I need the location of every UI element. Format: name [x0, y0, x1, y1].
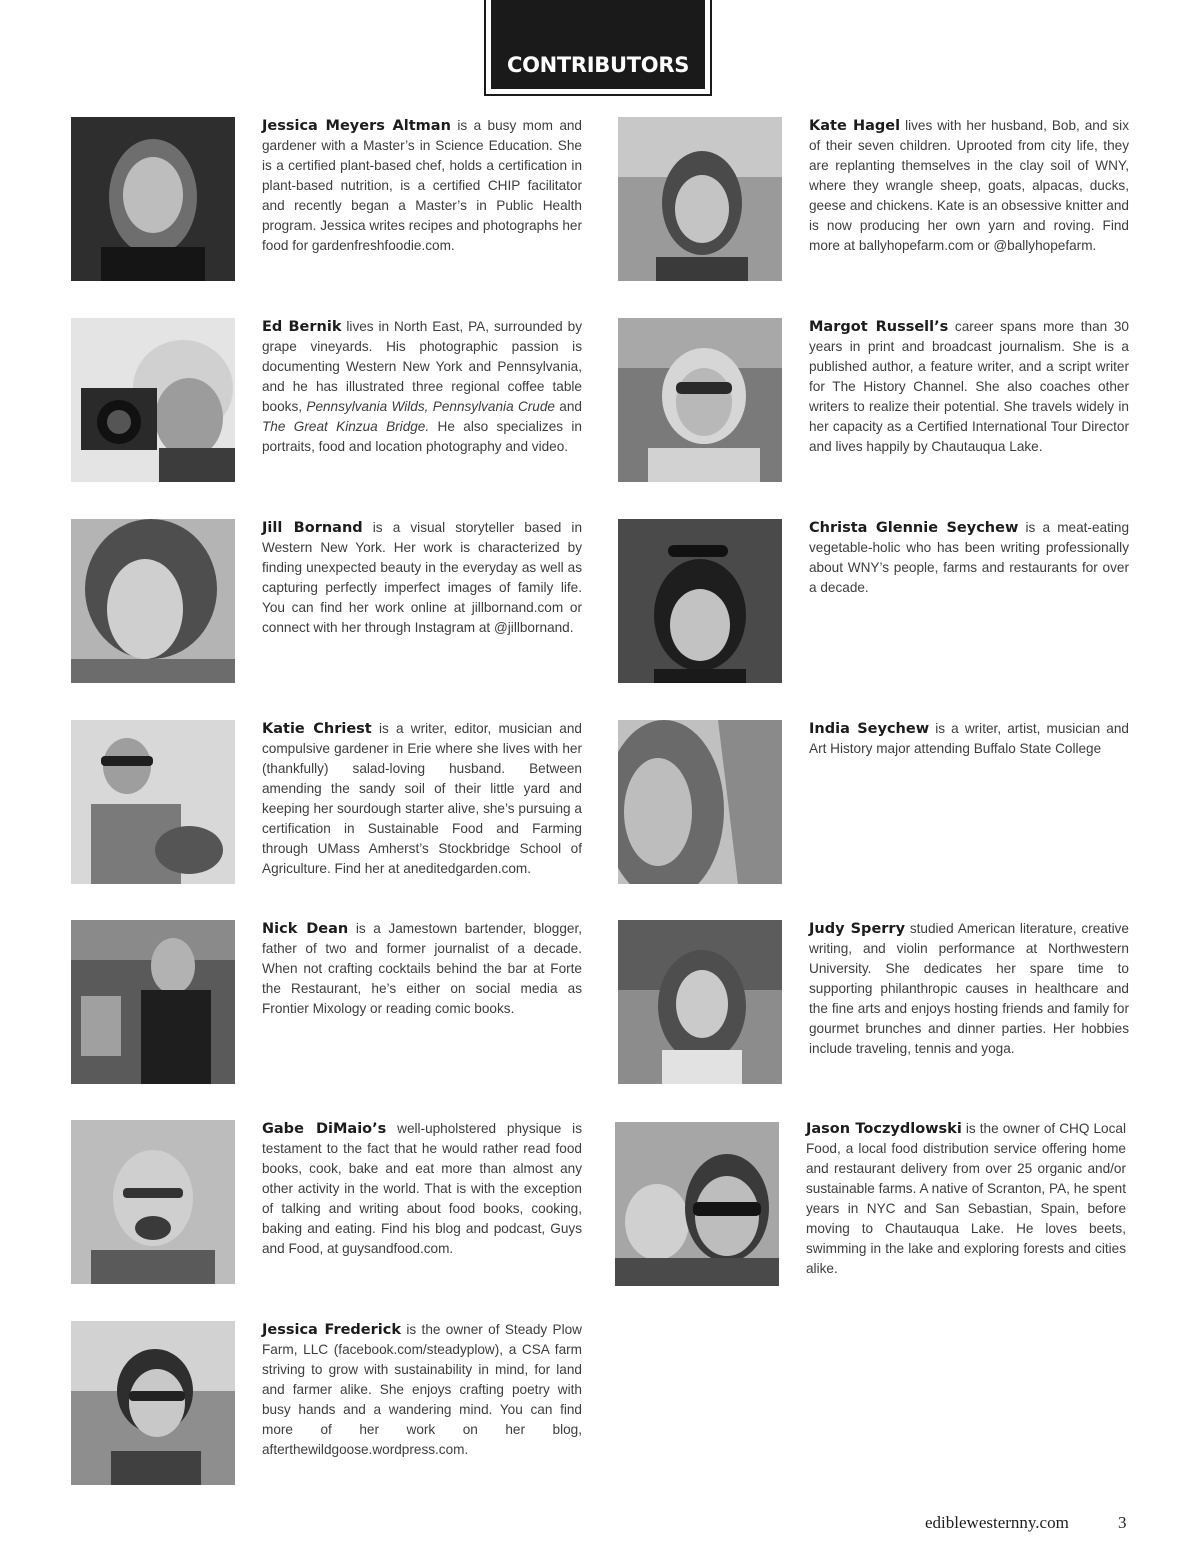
contributor-name: Jill Bornand [262, 520, 363, 536]
contributor-name: Jessica Frederick [262, 1322, 402, 1338]
contributor-bio: Margot Russell’s career spans more than 30 years in print and broadcast journalism. She is a published author, a feature writer, and a script writer for The History Channel. She also coaches other writers to realize their potential. She travels widely in her capacity as a Certified International Tour Director and lives happily by Chautauqua Lake. [809, 319, 1129, 454]
contributor-photo [71, 117, 235, 281]
contributor-name: Judy Sperry [809, 921, 906, 937]
contributor-photo [615, 1122, 779, 1286]
section-header-box [484, 0, 712, 96]
contributor-name: India Seychew [809, 721, 930, 737]
contributor-bio: India Seychew is a writer, artist, musician and Art History major attending Buffalo State College [809, 721, 1129, 756]
contributor-bio: Jason Toczydlowski is the owner of CHQ Local Food, a local food distribution service offering home and restaurant delivery from over 25 organic and/or sustainable farms. A native of Scranton, PA, he spent years in NYC and San Sebastian, Spain, before moving to Chautauqua Lake. He loves beets, swimming in the lake and exploring forests and cities alike. [806, 1121, 1126, 1276]
contributor-photo [71, 1321, 235, 1485]
contributor-name: Margot Russell’s [809, 319, 949, 335]
contributor-photo [71, 519, 235, 683]
contributor-name: Jessica Meyers Altman [262, 118, 451, 134]
contributor-photo [71, 720, 235, 884]
contributor-bio: Jill Bornand is a visual storyteller based in Western New York. Her work is characterized by finding unexpected beauty in the everyday as well as capturing perfectly imperfect images of family life. You can find her work online at jillbornand.com or connect with her through Instagram at @jillbornand. [262, 520, 582, 635]
contributor-bio: Nick Dean is a Jamestown bartender, blogger, father of two and former journalist of a decade. When not crafting cocktails behind the bar at Forte the Restaurant, he’s either on social media as Frontier Mixology or reading comic books. [262, 921, 583, 1016]
contributor-photo [71, 920, 235, 1084]
contributor-name: Kate Hagel [809, 118, 901, 134]
contributor-bio: Kate Hagel lives with her husband, Bob, and six of their seven children. Uprooted from city life, they are replanting themselves in the clay soil of WNY, where they wrangle sheep, goats, alpacas, ducks, geese and chickens. Kate is an obsessive knitter and is now producing her own yarn and roving. Find more at ballyhopefarm.com or @ballyhopefarm. [809, 118, 1129, 253]
contributor-photo [618, 720, 782, 884]
contributor-photo [71, 318, 235, 482]
contributor-name: Jason Toczydlowski [806, 1121, 962, 1137]
contributor-bio: Gabe DiMaio’s well-upholstered physique is testament to the fact that he would rather read food books, cook, bake and eat more than almost any other activity in the world. That is with the exception of talking and writing about food books, cooking, baking and eating. Find his blog and podcast, Guys and Food, at guysandfood.com. [262, 1121, 582, 1256]
contributor-bio: Ed Bernik lives in North East, PA, surrounded by grape vineyards. His photographic passion is documenting Western New York and Pennsylvania, and he has illustrated three regional coffee table books, Pennsylvania Wilds, Pennsylvania Crude and The Great Kinzua Bridge. He also specializes in portraits, food and location photography and video. [262, 319, 582, 454]
contributor-photo [618, 920, 782, 1084]
footer-website: ediblewesternny.com [925, 1513, 1069, 1532]
contributor-photo [618, 318, 782, 482]
contributor-bio: Christa Glennie Seychew is a meat-eating vegetable-holic who has been writing professionally about WNY’s people, farms and restaurants for over a decade. [809, 520, 1129, 595]
contributor-photo [618, 117, 782, 281]
section-title: CONTRIBUTORS [491, 0, 705, 89]
contributor-bio: Katie Chriest is a writer, editor, musician and compulsive gardener in Erie where she lives with her (thankfully) salad-loving husband. Between amending the sandy soil of their little yard and keeping her sourdough starter alive, she’s pursuing a certification in Sustainable Food and Farming through UMass Amherst’s Stockbridge School of Agriculture. Find her at aneditedgarden.com. [262, 721, 582, 876]
contributor-name: Ed Bernik [262, 319, 342, 335]
contributor-name: Gabe DiMaio’s [262, 1121, 387, 1137]
contributor-photo [618, 519, 782, 683]
contributor-bio: Jessica Frederick is the owner of Steady Plow Farm, LLC (facebook.com/steadyplow), a CSA farm striving to grow with sustainability in mind, for land and farmer alike. She enjoys crafting poetry with busy hands and a wandering mind. You can find more of her work on her blog, afterthewildgoose.wordpress.com. [262, 1322, 582, 1457]
contributor-bio: Judy Sperry studied American literature, creative writing, and violin performance at Northwestern University. She dedicates her spare time to supporting philanthropic causes in healthcare and the fine arts and enjoys hosting friends and family for gourmet brunches and dinner parties. Her hobbies include traveling, tennis and yoga. [809, 921, 1129, 1056]
contributor-bio: Jessica Meyers Altman is a busy mom and gardener with a Master’s in Science Education. She is a certified plant-based chef, holds a certification in plant-based nutrition, is a certified CHIP facilitator and recently began a Master’s in Public Health program. Jessica writes recipes and photographs her food for gardenfreshfoodie.com. [262, 118, 582, 253]
contributor-name: Katie Chriest [262, 721, 372, 737]
page-number: 3 [1118, 1513, 1127, 1532]
contributor-name: Nick Dean [262, 921, 349, 937]
contributor-photo [71, 1120, 235, 1284]
contributor-name: Christa Glennie Seychew [809, 520, 1019, 536]
